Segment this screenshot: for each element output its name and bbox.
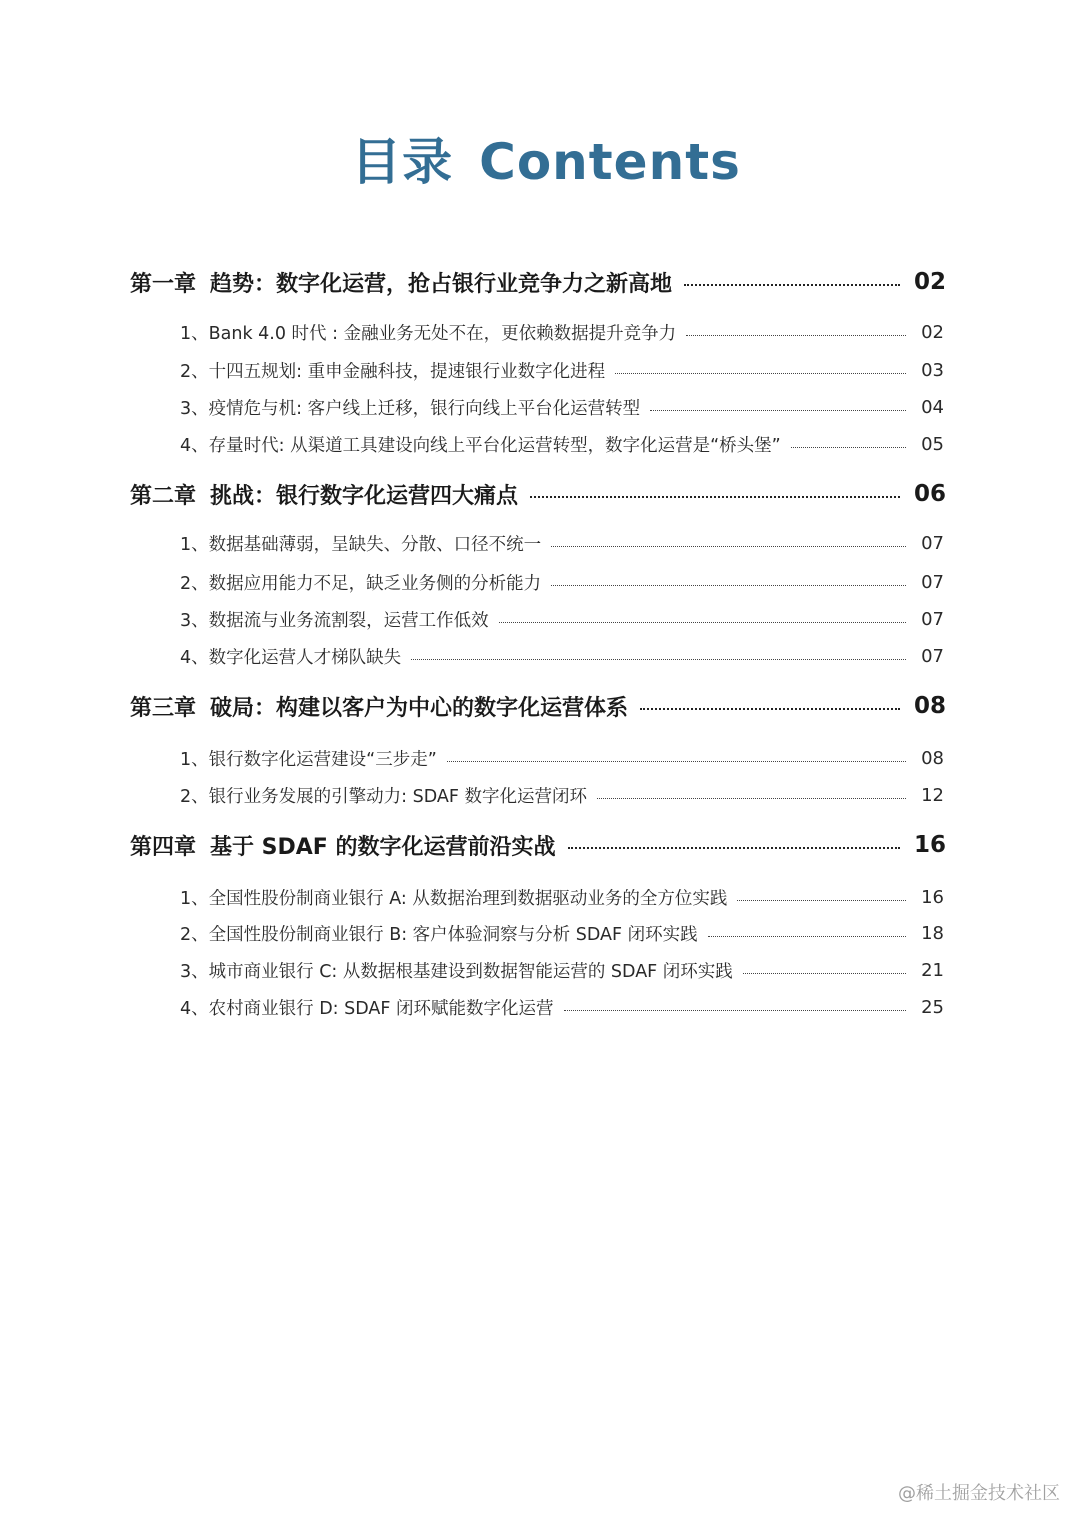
chapter-label: 第二章	[130, 483, 197, 509]
chapter-label: 第四章	[130, 834, 197, 860]
chapter-title: 基于 SDAF 的数字化运营前沿实战	[210, 834, 556, 860]
toc-chapter-1[interactable]	[130, 266, 946, 298]
toc-section-1-3[interactable]	[180, 394, 944, 420]
section-page-number: 04	[921, 396, 944, 418]
toc-section-2-4[interactable]	[180, 643, 944, 669]
page-title-cn: 目录	[351, 133, 454, 191]
chapter-page-number: 06	[913, 481, 946, 507]
section-title: 1、全国性股份制商业银行 A: 从数据治理到数据驱动业务的全方位实践	[180, 888, 728, 909]
chapter-title: 挑战：银行数字化运营四大痛点	[210, 483, 519, 509]
dot-leader	[684, 284, 900, 286]
section-page-number: 03	[921, 359, 944, 381]
section-page-number: 02	[921, 321, 944, 343]
section-title: 4、农村商业银行 D: SDAF 闭环赋能数字化运营	[180, 998, 554, 1019]
watermark: @稀土掘金技术社区	[898, 1483, 1060, 1504]
chapter-page-number: 02	[913, 269, 946, 295]
section-title: 3、数据流与业务流割裂，运营工作低效	[180, 610, 489, 631]
section-page-number: 25	[921, 996, 944, 1018]
toc-section-2-1[interactable]	[180, 530, 944, 556]
dot-leader	[499, 622, 906, 623]
toc-section-4-2[interactable]	[180, 920, 944, 946]
toc-section-1-1[interactable]	[180, 319, 944, 345]
section-title: 2、数据应用能力不足，缺乏业务侧的分析能力	[180, 573, 542, 594]
chapter-label: 第三章	[130, 695, 197, 721]
dot-leader	[597, 798, 906, 799]
dot-leader	[615, 373, 906, 374]
toc-section-4-1[interactable]	[180, 884, 944, 910]
section-title: 2、十四五规划: 重申金融科技，提速银行业数字化进程	[180, 361, 606, 382]
dot-leader	[640, 708, 900, 710]
dot-leader	[791, 447, 906, 448]
section-title: 1、银行数字化运营建设“三步走”	[180, 749, 437, 770]
dot-leader	[650, 410, 906, 411]
section-page-number: 05	[921, 433, 944, 455]
dot-leader	[564, 1010, 906, 1011]
section-title: 2、全国性股份制商业银行 B: 客户体验洞察与分析 SDAF 闭环实践	[180, 924, 698, 945]
dot-leader	[737, 900, 906, 901]
toc-section-4-3[interactable]	[180, 957, 944, 983]
dot-leader	[551, 585, 906, 586]
toc-chapter-3[interactable]	[130, 690, 946, 722]
dot-leader	[743, 973, 906, 974]
toc-section-2-3[interactable]	[180, 606, 944, 632]
dot-leader	[708, 936, 906, 937]
section-title: 2、银行业务发展的引擎动力: SDAF 数字化运营闭环	[180, 786, 587, 807]
dot-leader	[551, 546, 906, 547]
section-page-number: 21	[921, 959, 944, 981]
dot-leader	[686, 335, 906, 336]
toc-chapter-4[interactable]	[130, 829, 946, 861]
dot-leader	[411, 659, 906, 660]
toc-section-2-2[interactable]	[180, 569, 944, 595]
section-page-number: 07	[921, 571, 944, 593]
dot-leader	[530, 496, 900, 498]
section-page-number: 07	[921, 532, 944, 554]
section-title: 3、城市商业银行 C: 从数据根基建设到数据智能运营的 SDAF 闭环实践	[180, 961, 733, 982]
toc-section-1-2[interactable]	[180, 357, 944, 383]
section-title: 4、存量时代: 从渠道工具建设向线上平台化运营转型，数字化运营是“桥头堡”	[180, 435, 781, 456]
dot-leader	[447, 761, 906, 762]
page-title	[0, 122, 1092, 194]
toc-section-3-1[interactable]	[180, 745, 944, 771]
chapter-title: 趋势：数字化运营，抢占银行业竞争力之新高地	[210, 271, 673, 297]
section-page-number: 12	[921, 784, 944, 806]
toc-section-3-2[interactable]	[180, 782, 944, 808]
dot-leader	[568, 847, 900, 849]
page-title-en: Contents	[479, 133, 741, 191]
toc-chapter-2[interactable]	[130, 478, 946, 510]
chapter-label: 第一章	[130, 271, 197, 297]
section-page-number: 18	[921, 922, 944, 944]
section-title: 1、数据基础薄弱，呈缺失、分散、口径不统一	[180, 534, 542, 555]
section-title: 4、数字化运营人才梯队缺失	[180, 647, 402, 668]
toc-section-1-4[interactable]	[180, 431, 944, 457]
section-page-number: 07	[921, 645, 944, 667]
section-title: 1、Bank 4.0 时代 : 金融业务无处不在，更依赖数据提升竞争力	[180, 323, 677, 344]
chapter-page-number: 16	[913, 832, 946, 858]
section-page-number: 07	[921, 608, 944, 630]
chapter-page-number: 08	[913, 693, 946, 719]
chapter-title: 破局：构建以客户为中心的数字化运营体系	[210, 695, 629, 721]
section-page-number: 08	[921, 747, 944, 769]
toc-section-4-4[interactable]	[180, 994, 944, 1020]
section-title: 3、疫情危与机: 客户线上迁移，银行向线上平台化运营转型	[180, 398, 641, 419]
section-page-number: 16	[921, 886, 944, 908]
